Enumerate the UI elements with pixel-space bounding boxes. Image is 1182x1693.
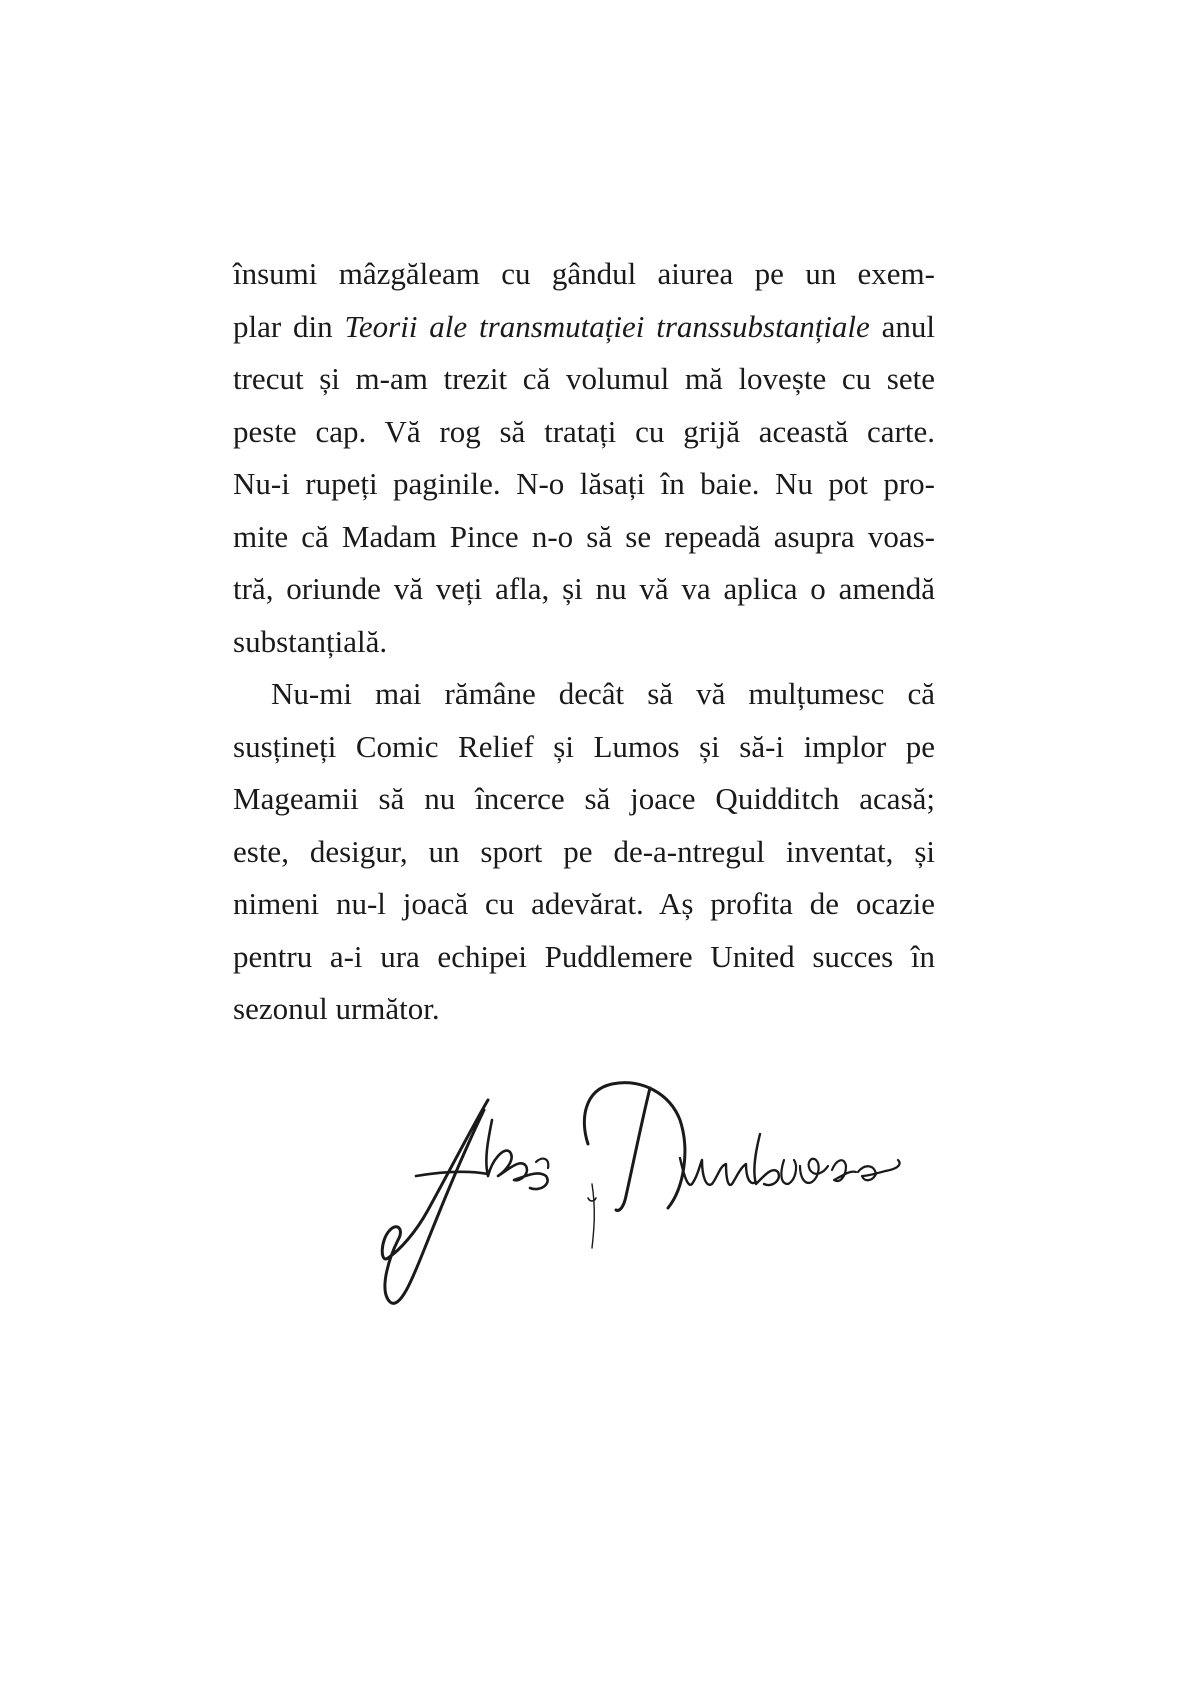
- text-line: [233, 353, 935, 406]
- text-segment: anul: [869, 308, 936, 344]
- text-segment: pentru a-i ura echipei Puddlemere United succes în: [233, 938, 935, 974]
- paragraph: [233, 668, 935, 1036]
- text-segment: mite că Madam Pince n-o să se repeadă asupra voas-: [233, 518, 935, 554]
- text-line: [233, 458, 935, 511]
- text-segment: susțineți Comic Relief și Lumos și să-i implor pe: [233, 728, 935, 764]
- text-line: [233, 668, 935, 721]
- text-line: [233, 773, 935, 826]
- text-segment: sezonul următor.: [233, 991, 440, 1026]
- text-segment: Nu-mi mai rămâne decât să vă mulțumesc că: [271, 676, 935, 711]
- text-segment: substanțială.: [233, 623, 388, 659]
- text-line: [233, 721, 935, 774]
- text-segment: Mageamii să nu încerce să joace Quidditch acasă;: [233, 781, 935, 816]
- text-segment: trecut și m-am trezit că volumul mă lovește cu sete: [233, 361, 935, 396]
- paragraph: [233, 248, 935, 668]
- text-line: [233, 931, 935, 984]
- text-segment: însumi mâzgăleam cu gândul aiurea pe un exem-: [233, 256, 935, 291]
- text-segment: peste cap. Vă rog să tratați cu grijă această carte.: [233, 413, 935, 449]
- body-text: [233, 248, 935, 1036]
- handwritten-signature: [380, 1080, 940, 1310]
- text-line: [233, 511, 935, 564]
- text-segment: plar din: [233, 308, 345, 344]
- italic-title: Teorii ale transmutației transsubstanțiale: [344, 308, 870, 344]
- text-line: [233, 563, 935, 616]
- text-segment: este, desigur, un sport pe de-a-ntregul inventat, și: [233, 833, 935, 869]
- text-line: [233, 826, 935, 879]
- text-line: [233, 616, 935, 669]
- text-line: [233, 301, 935, 354]
- signature-image: [380, 1080, 940, 1310]
- text-segment: Nu-i rupeți paginile. N-o lăsați în baie. Nu pot pro-: [233, 466, 935, 501]
- text-line: [233, 983, 935, 1036]
- text-line: [233, 406, 935, 459]
- text-line: [233, 248, 935, 301]
- text-segment: nimeni nu-l joacă cu adevărat. Aș profita de ocazie: [233, 886, 935, 921]
- text-segment: tră, oriunde vă veți afla, și nu vă va aplica o amendă: [233, 571, 935, 606]
- text-line: [233, 878, 935, 931]
